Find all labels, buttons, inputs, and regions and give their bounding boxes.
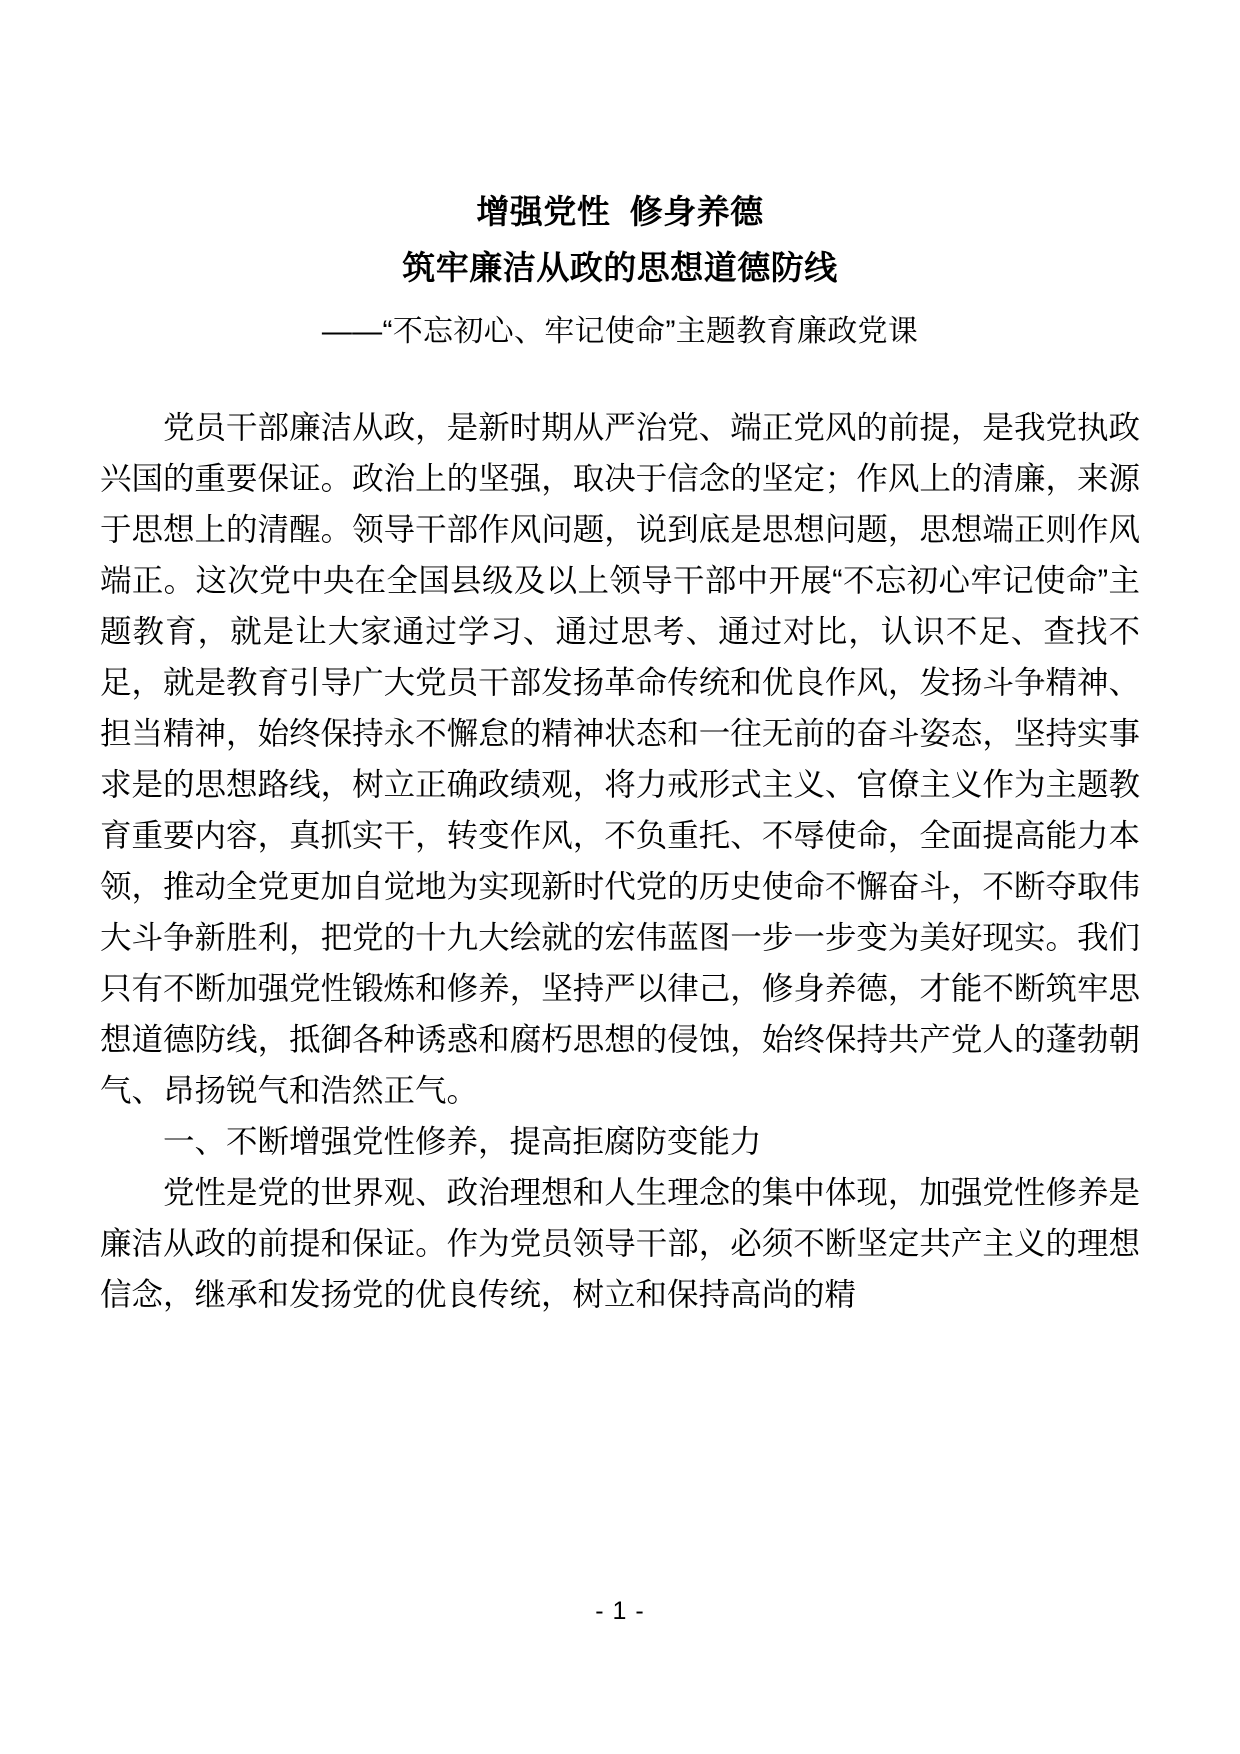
title-block — [100, 0, 1140, 358]
section-heading-1: 一、不断增强党性修养，提高拒腐防变能力 — [163, 1123, 762, 1159]
body-paragraph-1: 党员干部廉洁从政，是新时期从严治党、端正党风的前提，是我党执政兴国的重要保证。政治上的坚强，取决于信念的坚定；作风上的清廉，来源于思想上的清醒。领导干部作风问题，说到底是思想问题，思想端正则作风端正。这次党中央在全国县级及以上领导干部中开展“不忘初心牢记使命”主题教育，就是让大家通过学习、通过思考、通过对比，认识不足、查找不足，就是教育引导广大党员干部发扬革命传统和优良作风，发扬斗争精神、担当精神，始终保持永不懈怠的精神状态和一往无前的奋斗姿态，坚持实事求是的思想路线，树立正确政绩观，将力戒形式主义、官僚主义作为主题教育重要内容，真抓实干，转变作风，不负重托、不辱使命，全面提高能力本领，推动全党更加自觉地为实现新时代党的历史使命不懈奋斗，不断夺取伟大斗争新胜利，把党的十九大绘就的宏伟蓝图一步一步变为美好现实。我们只有不断加强党性锻炼和修养，坚持严以律己，修身养德，才能不断筑牢思想道德防线，抵御各种诱惑和腐朽思想的侵蚀，始终保持共产党人的蓬勃朝气、昂扬锐气和浩然正气。 — [100, 409, 1140, 1108]
body-paragraph-2: 党性是党的世界观、政治理想和人生理念的集中体现，加强党性修养是廉洁从政的前提和保证。作为党员领导干部，必须不断坚定共产主义的理想信念，继承和发扬党的优良传统，树立和保持高尚的精 — [100, 1174, 1140, 1312]
page-content — [100, 0, 1140, 1320]
document-body — [100, 402, 1140, 1320]
document-subtitle: ——“不忘初心、牢记使命”主题教育廉政党课 — [321, 315, 919, 348]
page-number: - 1 - — [595, 1597, 645, 1625]
document-title-line-1: 增强党性 修身养德 — [476, 193, 764, 230]
document-title-line-2: 筑牢廉洁从政的思想道德防线 — [402, 249, 838, 286]
